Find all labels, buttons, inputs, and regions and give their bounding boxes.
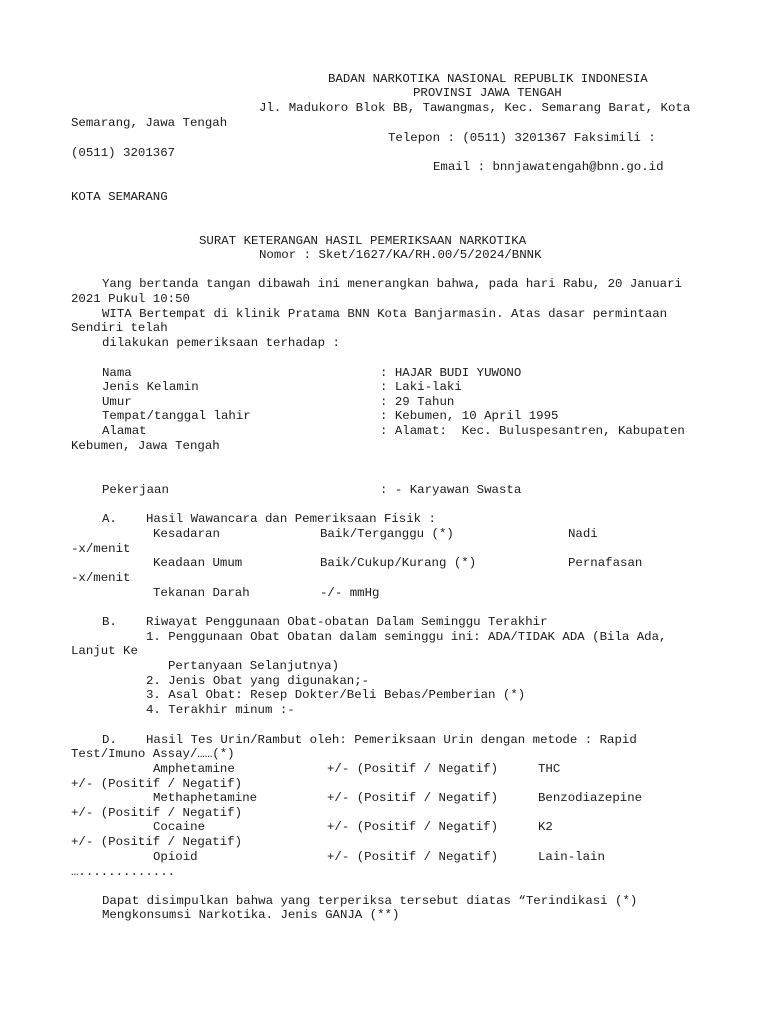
test-row-left: Cocaine (153, 820, 206, 834)
conclusion-line-2: Mengkonsumsi Narkotika. Jenis GANJA (**) (102, 908, 400, 922)
header-city: KOTA SEMARANG (71, 190, 168, 204)
section-a-title: Hasil Wawancara dan Pemeriksaan Fisik : (146, 512, 436, 526)
header-address-cont: Semarang, Jawa Tengah (71, 116, 228, 130)
section-b-item-1: 1. Penggunaan Obat Obatan dalam seminggu ini: ADA/TIDAK ADA (Bila Ada, (146, 630, 667, 644)
tekanan-darah-value: -/- mmHg (320, 586, 380, 600)
test-row-cont: …............. (71, 865, 176, 879)
section-b-item-3: 3. Asal Obat: Resep Dokter/Beli Bebas/Pemberian (*) (146, 688, 526, 702)
ttl-label: Tempat/tanggal lahir (102, 409, 251, 423)
test-row-cont: +/- (Positif / Negatif) (71, 806, 243, 820)
test-row-right: Lain-lain (538, 850, 605, 864)
header-fax: (0511) 3201367 (71, 146, 176, 160)
alamat-label: Alamat (102, 424, 147, 438)
intro-line-2: 2021 Pukul 10:50 (71, 292, 190, 306)
jenis-kelamin-label: Jenis Kelamin (102, 380, 199, 394)
header-phone: Telepon : (0511) 3201367 Faksimili : (388, 131, 656, 145)
test-row-mid: +/- (Positif / Negatif) (327, 791, 499, 805)
nama-label: Nama (102, 366, 132, 380)
conclusion-line-1: Dapat disimpulkan bahwa yang terperiksa tersebut diatas “Terindikasi (*) (102, 894, 638, 908)
test-row-cont: +/- (Positif / Negatif) (71, 835, 243, 849)
section-d-marker: D. (102, 733, 117, 747)
section-a-marker: A. (102, 512, 117, 526)
header-org: BADAN NARKOTIKA NASIONAL REPUBLIK INDONESIA (328, 72, 648, 86)
alamat-value-cont: Kebumen, Jawa Tengah (71, 439, 220, 453)
nadi-value: -x/menit (71, 542, 131, 556)
intro-line-4: Sendiri telah (71, 321, 168, 335)
pekerjaan-value: : - Karyawan Swasta (380, 483, 522, 497)
intro-line-3: WITA Bertempat di klinik Pratama BNN Kota Banjarmasin. Atas dasar permintaan (102, 307, 668, 321)
test-row-right: K2 (538, 820, 553, 834)
test-row-left: Methaphetamine (153, 791, 258, 805)
header-address: Jl. Madukoro Blok BB, Tawangmas, Kec. Semarang Barat, Kota (259, 101, 691, 115)
jenis-kelamin-value: : Laki-laki (380, 380, 462, 394)
test-row-left: Amphetamine (153, 762, 235, 776)
kesadaran-label: Kesadaran (153, 527, 220, 541)
test-row-mid: +/- (Positif / Negatif) (327, 850, 499, 864)
umur-label: Umur (102, 395, 132, 409)
section-d-title: Hasil Tes Urin/Rambut oleh: Pemeriksaan Urin dengan metode : Rapid (146, 733, 637, 747)
keadaan-umum-label: Keadaan Umum (153, 556, 243, 570)
section-b-marker: B. (102, 615, 117, 629)
document-number: Nomor : Sket/1627/KA/RH.00/5/2024/BNNK (259, 248, 542, 262)
section-b-item-4: 4. Terakhir minum :- (146, 703, 295, 717)
nama-value: : HAJAR BUDI YUWONO (380, 366, 522, 380)
alamat-value: : Alamat: Kec. Buluspesantren, Kabupaten (380, 424, 685, 438)
test-row-cont: +/- (Positif / Negatif) (71, 777, 243, 791)
header-email: Email : bnnjawatengah@bnn.go.id (433, 160, 664, 174)
section-b-item-2: 2. Jenis Obat yang digunakan;- (146, 674, 370, 688)
section-b-item-1-cont2: Pertanyaan Selanjutnya) (168, 659, 340, 673)
test-row-mid: +/- (Positif / Negatif) (327, 762, 499, 776)
umur-value: : 29 Tahun (380, 395, 455, 409)
ttl-value: : Kebumen, 10 April 1995 (380, 409, 559, 423)
test-row-mid: +/- (Positif / Negatif) (327, 820, 499, 834)
intro-line-1: Yang bertanda tangan dibawah ini menerangkan bahwa, pada hari Rabu, 20 Januari (102, 277, 682, 291)
test-row-right: THC (538, 762, 561, 776)
kesadaran-value: Baik/Terganggu (*) (320, 527, 454, 541)
section-b-item-1-cont: Lanjut Ke (71, 644, 138, 658)
test-row-left: Opioid (153, 850, 198, 864)
test-row-right: Benzodiazepine (538, 791, 643, 805)
tekanan-darah-label: Tekanan Darah (153, 586, 250, 600)
intro-line-5: dilakukan pemeriksaan terhadap : (102, 336, 340, 350)
nadi-label: Nadi (568, 527, 598, 541)
keadaan-umum-value: Baik/Cukup/Kurang (*) (320, 556, 477, 570)
document-title: SURAT KETERANGAN HASIL PEMERIKSAAN NARKOTIKA (199, 234, 527, 248)
header-province: PROVINSI JAWA TENGAH (413, 86, 562, 100)
pernafasan-value: -x/menit (71, 571, 131, 585)
pekerjaan-label: Pekerjaan (102, 483, 169, 497)
section-d-title-cont: Test/Imuno Assay/……(*) (71, 747, 235, 761)
section-b-title: Riwayat Penggunaan Obat-obatan Dalam Seminggu Terakhir (146, 615, 548, 629)
pernafasan-label: Pernafasan (568, 556, 643, 570)
